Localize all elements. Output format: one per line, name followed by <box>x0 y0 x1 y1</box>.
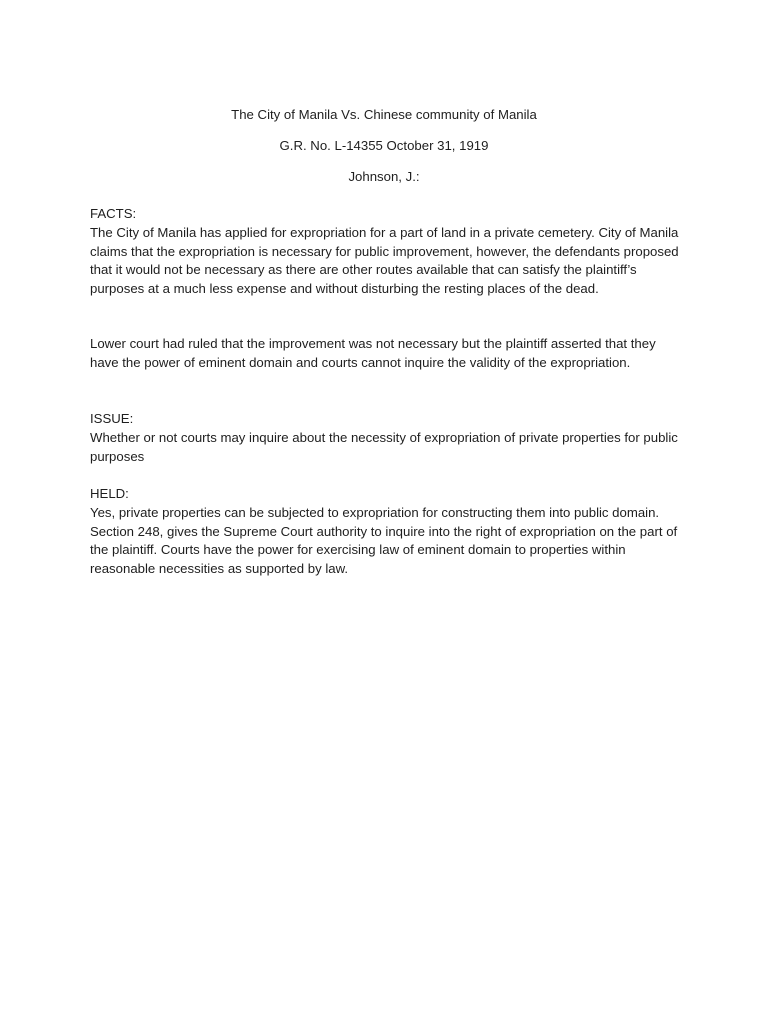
issue-heading: ISSUE: <box>90 411 134 426</box>
case-number: G.R. No. L-14355 October 31, 1919 <box>279 138 489 153</box>
lower-court-paragraph: Lower court had ruled that the improvement was not necessary but the plaintiff asserted that they have the power of eminent domain and courts cannot inquire the validity of the expropriation. <box>90 336 656 370</box>
facts-heading: FACTS: <box>90 206 137 221</box>
held-paragraph: Yes, private properties can be subjected to expropriation for constructing them into public domain. Section 248, gives the Supreme Court authority to inquire into the right of expropriation on the part of the plaintiff. Courts have the power for exercising law of eminent domain to properties within reasonable necessities as supported by law. <box>90 505 678 576</box>
issue-paragraph: Whether or not courts may inquire about the necessity of expropriation of private properties for public purposes <box>90 430 678 464</box>
held-heading: HELD: <box>90 486 129 501</box>
ponente: Johnson, J.: <box>348 169 420 184</box>
facts-paragraph: The City of Manila has applied for expropriation for a part of land in a private cemetery. City of Manila claims that the expropriation is necessary for public improvement, however, the defendants proposed that it would not be necessary as there are other routes available that can satisfy the plaintiff’s purposes at a much less expense and without disturbing the resting places of the dead. <box>90 225 679 296</box>
case-title: The City of Manila Vs. Chinese community of Manila <box>231 107 537 122</box>
